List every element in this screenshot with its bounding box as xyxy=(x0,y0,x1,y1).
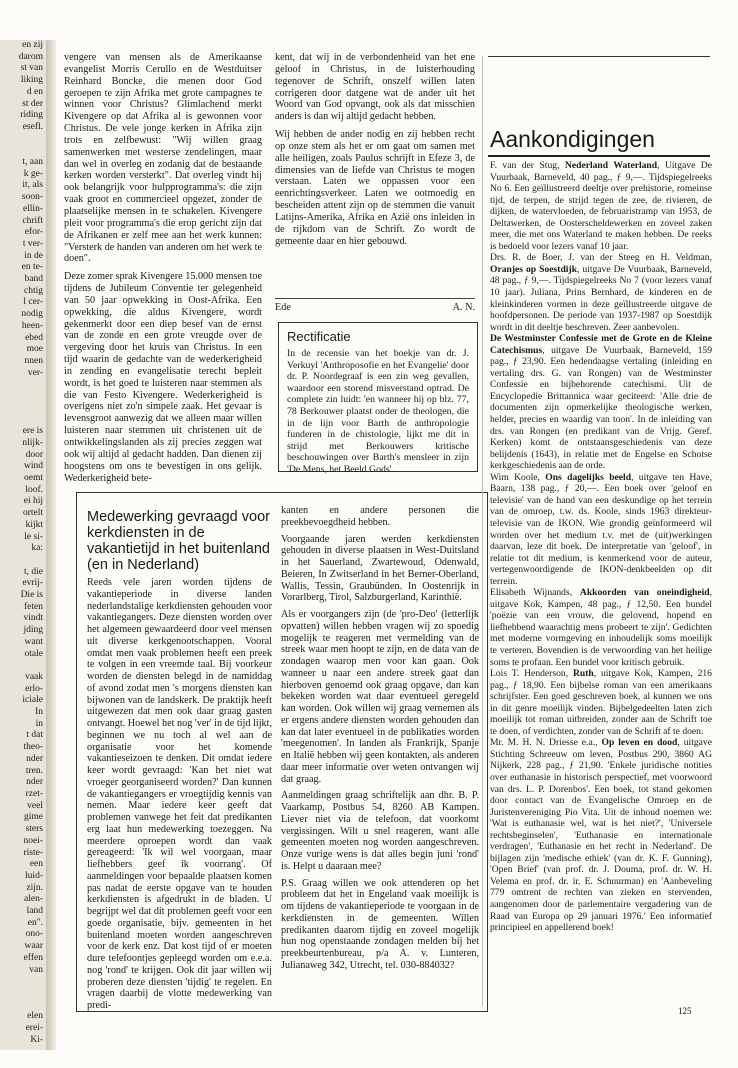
announcement-entry xyxy=(490,252,712,333)
previous-page-fragment: in de xyxy=(24,250,43,261)
page-number: 125 xyxy=(678,1006,692,1016)
previous-page-fragment xyxy=(0,145,46,157)
medewerking-title: Medewerking gevraagd voor kerkdiensten in de vakantietijd in het buitenland (en in Nederland) xyxy=(87,509,270,573)
announcement-entry xyxy=(490,737,712,933)
previous-page-fragment xyxy=(0,1000,46,1012)
previous-page-fragment: esefl. xyxy=(22,121,43,132)
previous-page-fragment: soon- xyxy=(21,192,43,203)
previous-page-fragment: liking xyxy=(20,75,43,86)
entry-title: Oranjes op Soestdijk xyxy=(490,263,577,275)
previous-page-fragment: nodig xyxy=(21,309,43,320)
previous-page-fragment: l cer- xyxy=(23,297,43,308)
entry-title: Op leven en dood xyxy=(601,737,678,749)
entry-author: Lois T. Henderson, xyxy=(490,668,573,680)
previous-page-fragment: otale xyxy=(24,648,43,659)
previous-page-fragment xyxy=(0,403,46,415)
previous-page-fragment: evrij- xyxy=(22,578,43,589)
book-gutter xyxy=(46,40,56,1050)
entry-author: Drs. R. de Boer, J. van der Steeg en H. Veldman, xyxy=(490,252,712,264)
previous-page-fragment: le si- xyxy=(24,531,43,542)
signature-place: Ede xyxy=(275,302,291,313)
previous-page-fragment: alen- xyxy=(24,894,43,905)
previous-page-fragment: elen xyxy=(27,1011,43,1022)
previous-page-fragment: chrift xyxy=(22,215,43,226)
previous-page-fragment: t, aan xyxy=(22,157,43,168)
previous-page-fragment: ortelt xyxy=(22,508,43,519)
previous-page-fragment xyxy=(0,988,46,1000)
previous-page-edge xyxy=(0,40,47,1050)
article-column-2 xyxy=(275,52,475,287)
previous-page-fragment: moe xyxy=(26,344,43,355)
previous-page-fragment: ere is xyxy=(22,426,43,437)
entry-author: Mr. M. H. N. Driesse e.a., xyxy=(490,737,602,749)
previous-page-fragment: want xyxy=(24,636,43,647)
entry-title: Ons dagelijks beeld xyxy=(545,471,632,483)
medewerking-box xyxy=(76,492,488,1012)
previous-page-fragment: noei- xyxy=(23,835,43,846)
title-rule xyxy=(488,155,710,157)
previous-page-fragment: ebed xyxy=(25,332,43,343)
previous-page-fragment: waar xyxy=(24,941,43,952)
aankondigingen-title: Aankondigingen xyxy=(490,126,655,152)
previous-page-fragment: van xyxy=(29,964,43,975)
previous-page-fragment: band xyxy=(24,274,43,285)
previous-page-fragment: sters xyxy=(25,824,43,835)
previous-page-fragment: luid- xyxy=(25,870,43,881)
previous-page-fragment: jding xyxy=(23,625,43,636)
previous-page-fragment: en". xyxy=(27,917,43,928)
medewerking-paragraph: Als er voorgangers zijn (de 'pro-Deo' (letterlijk opvatten) willen hebben vragen wij zo spoedig mogelijk te reageren met vermelding van de streek waar men hoopt te zijn, en de data van de zondagen waarop men voor kan gaan. Ook wanneer u naar een andere streek gaat dan hierboven genoemd ook graag opgave, dan kan bekeken worden wat daar eventueel geregeld kan worden. Ook willen wij graag vernemen als er ergens andere diensten worden gehouden dan kan dat later eventueel in de publikaties worden 'meegenomen'. In landen als Frankrijk, Spanje en Italië hebben wij geen kontakten, als anderen daar meer informatie over weten ontvangen wij dat graag. xyxy=(281,609,479,785)
announcement-entry xyxy=(490,587,712,668)
entry-title: Akkoorden van oneindigheid xyxy=(579,587,710,599)
previous-page-fragment xyxy=(0,379,46,391)
previous-page-fragment xyxy=(0,555,46,567)
aankondigingen-list xyxy=(490,160,712,1018)
medewerking-paragraph: P.S. Graag willen we ook attenderen op het probleem dat het in Engeland vaak moeilijk is om tijdens de vakantieperiode te voorgaan in de kerkdiensten in de gemeenten. Willen predikanten daarom tijdig en zoveel mogelijk hun nog openstaande zondagen melden bij het preekbeurtenbureau, p/a A. v. Lunteren, Julianaweg 342, Utrecht, tel. 030-884032? xyxy=(281,877,479,971)
previous-page-fragment xyxy=(0,134,46,146)
entry-text: , uitgave Kok, Kampen, 216 pag., ƒ 18,90. Een bijbelse roman van een amerikaans schrijfster. Een goed geschreven boek, al kunnen we ons in dit genre moeilijk vinden. Bijbelgedeelten laten zich moeilijk tot roman uitbreiden, zonder aan de Schrift toe te doen, of verdichten, zonder van de Schrift af te doen. xyxy=(490,668,712,737)
article-paragraph: Wij hebben de ander nodig en zij hebben recht op onze stem als het er om gaat om samen met alle heiligen, zoals Paulus schrijft in Efeze 3, de dimensies van de liefde van Christus te mogen verstaan. Laten we oppassen voor een eenrichtingsverkeer. Laten we ootmoedig en bescheiden attent zijn op de stemmen die vanuit Latijns-Amerika, Afrika en Azië ons inleiden in de rijkdom van de Schrift. Zo wordt de gemeente daar en hier gebouwd. xyxy=(275,129,475,247)
previous-page-fragment: kijkt xyxy=(25,519,43,530)
medewerking-text: Reeds vele jaren worden tijdens de vakantieperiode in diverse landen nederlandstalige kerkdiensten gehouden voor vakantiegangers. Deze diensten worden over het algemeen gewaardeerd door veel mensen uit diverse kerkgenootschappen. Vooral omdat men vaak problemen heeft een preek te volgen in een vreemde taal. Bij voorkeur worden de diensten belegd in de namiddag of avond zodat men 's morgens diensten kan bijwonen van de landskerk. De praktijk heeft uitgewezen dat men ook daar graag gasten ontvangt. Hoewel het nog 'ver' in de tijd lijkt, beginnen we nu toch al wel aan de organisatie voor het komende vakantieseizoen te denken. Dit omdat iedere keer wordt gevraagd: 'Kan het niet wat vroeger georganiseerd worden?' Dan kunnen de vakantiegangers er vroegtijdig kennis van nemen. Maar iedere keer geeft dat problemen vanwege het feit dat predikanten erg laat hun medewerking toezeggen. Na meerdere oproepen wordt dan vaak gereageerd: 'Ik wil wel voorgaan, maar liefhebbers geef ik voorrang'. Of aanmeldingen voor bepaalde plaatsen komen pas nadat de eerste opgave van te houden kerkdiensten is afgedrukt in de bladen. U begrijpt wel dat dit problemen geeft voor een goede organisatie, bijv. gemeenten in het buitenland moeten worden aangeschreven voor de kerk enz. Dat kost tijd of er moeten dure telefoontjes gepleegd worden om e.e.a. nog 'rond' te krijgen. Ook dit jaar willen wij proberen deze diensten 'tijdig' te regelen. En vragen daarbij de vlotte medewerking van predi- xyxy=(87,577,272,1011)
article-paragraph: Deze zomer sprak Kivengere 15.000 mensen toe tijdens de Jubileum Conventie ter gelegenheid van 50 jaar opwekking in Oost-Afrika. Een opwekking, die aldus Kivengere, wordt gekenmerkt door een diep besef van de ernst van de zonde en een grote vreugde over de vergeving door het kruis van Christus. In een tijd waarin de gedachte van de wederkerigheid in zending en evangelisatie terecht bepleit wordt, is het goed te luisteren naar stemmen als die van Festo Kivengere. Wederkerigheid is overigens niet zo'n simpele zaak. Het gevaar is levensgroot aanwezig dat we alleen maar willen luisteren naar stemmen uit christenen uit de ontwikkelingslanden als zij precies zeggen wat ook wij altijd al gedacht hadden. Dan dienen zij hoogstens om ons te bevestigen in ons gelijk. Wederkerigheid bete- xyxy=(64,271,262,484)
previous-page-fragment: oemt xyxy=(24,473,43,484)
previous-page-fragment: effen xyxy=(23,952,43,963)
announcement-entry xyxy=(490,160,712,252)
previous-page-fragment: en te- xyxy=(21,262,43,273)
previous-page-fragment: Die is xyxy=(20,590,43,601)
entry-author: F. van der Stug, xyxy=(490,160,565,171)
rectificatie-box xyxy=(278,322,478,475)
previous-page-fragment: loof. xyxy=(25,484,43,495)
entry-text: , uitgave Stichting Schreeuw om leven, Postbus 290, 3860 AG Nijkerk, 228 pag., ƒ 21,90. 'Enkele juridische notities over euthanasie in historisch perspectief, met voorwoord van drs. L. P. Dorenbos'. Een boek, tot stand gekomen door contact van de Evangelische Omroep en de Juristenvereniging Pio Vita. Uit de inhoud noemen we: 'Wat is euthanasie wel, wat is het niet?', 'Universele rechtsbeginselen', 'Euthanasie en internationale verdragen', 'Euthanasie en het recht in Nederland'. De bijlagen zijn 'medische ethiek' (van dr. K. F. Gunning), 'Open Brief' (van prof. dr. J. Douma, prof. dr. W. H. Velema en prof. dr. ir. E. Schuurman) en 'Aanbeveling 779 omtrent de rechten van zieken en stervenden, aangenomen door de parlementaire vergadering van de Raad van Europa op 29 januari 1976.' Een informatief principieel en appellerend boek! xyxy=(490,737,712,934)
previous-page-fragment: in xyxy=(35,718,43,729)
previous-page-fragment: feten xyxy=(24,601,43,612)
article-paragraph: vengere van mensen als de Amerikaanse evangelist Morris Cerullo en de Westduitser Reinhard Boncke, die menen door God geroepen te zijn Afrika met grote campagnes te winnen voor Christus? Glimlachend merkt Kivengere op dat Afrika al is gewonnen voor Christus. De vele jonge kerken in Afrika zijn trots en zelfbewust: "Wij willen graag samenwerken met westerse zendelingen, maar dan wel in overleg en zodanig dat de bestaande kerken worden versterkt". Dat overleg vindt hij ook belangrijk voor hulpprogramma's: die zijn vaak groot en commercieel opgezet, zonder de plaatselijke mensen in te schakelen. Kivengere pleit voor programma's die erop gericht zijn dat de Afrikanen er zelf mee aan het werk kunnen: "Versterk de handen van anderen om het werk te doen". xyxy=(64,52,262,265)
announcement-entry xyxy=(490,472,712,587)
previous-page-fragment: ono- xyxy=(25,929,43,940)
previous-page-fragment: door xyxy=(25,449,43,460)
entry-author: Elisabeth Wijnands, xyxy=(490,587,580,599)
entry-title: De Westminster Confessie met de Grote en de Kleine Catechismus xyxy=(490,333,712,356)
previous-page-fragment: t dat xyxy=(26,730,43,741)
previous-page-fragment: nnen xyxy=(24,355,43,366)
previous-page-fragment: it, als xyxy=(22,180,43,191)
previous-page-fragment: st der xyxy=(22,98,43,109)
entry-text: , uitgave Kok, Kampen, 48 pag., ƒ 12,50. Een bundel 'poëzie van een vrouw, die gelovend, hopend en liefhebbend waarachtig mens probeert te zijn'. Gedichten met moderne vormgeving en inhoudelijk soms moeilijk te verteren. Bovendien is de verwoording van het heilige soms te profaan. Een bundel voor kritisch gebruik. xyxy=(490,587,712,668)
previous-page-fragment: k ge- xyxy=(23,168,43,179)
previous-page-fragment: riding xyxy=(20,110,43,121)
previous-page-fragment: heen- xyxy=(21,320,43,331)
previous-page-fragment: erei- xyxy=(25,1023,43,1034)
previous-page-fragment: veel xyxy=(27,800,43,811)
medewerking-paragraph: Aanmeldingen graag schriftelijk aan dhr. B. P. Vaarkamp, Postbus 54, 8260 AB Kampen. Liever niet via de telefoon, dat voorkomt vergissingen. Wilt u snel reageren, want alle gemeenten moeten nog worden aangeschreven. Onze vurige wens is dat alles begin juni 'rond' is. Helpt u daaraan mee? xyxy=(281,790,479,872)
previous-page-fragment: efor- xyxy=(24,227,43,238)
previous-page-fragment xyxy=(0,415,46,427)
entry-text: , uitgave De Vuurbaak, Barneveld, 159 pag., ƒ 23,90. Een hedendaagse vertaling (inleiding en vertaling drs. G. van Rongen) van de Westminster Confessie en bijbehorende catechismi. Uit de Encyclopedie Brittannica waar geciteerd: 'Alle drie de documenten zijn opmerkelijke theologische werken, helder, precies en waardig van toon'. In de inleiding van drs. van Rongen (en predikant van de Vrijg. Geref. Kerken) komt de ontstaansgeschiedenis van deze belijdenis (1643), in relatie met de Engelse en Schotse kerkgeschiedenis aan de orde. xyxy=(490,344,712,472)
entry-text: , uitgave ten Have, Baarn, 138 pag., ƒ 20,—. Een boek over 'geloof en televisie' van de hand van een deskundige op het terrein van de omroep, t.w. ds. Koole, sinds 1963 direkteur-televisie van de IKON. Wie grondig geïnformeerd wil worden over het medium t.v. met de (uit)werkingen daarvan, leze dit boek. De interpretatie van 'geloof', in relatie tot dit medium, is kenmerkend voor de auteur, vertegenwoordigende de IKON-denkbeelden op dit terrein. xyxy=(490,471,712,587)
article-column-1 xyxy=(64,52,262,484)
previous-page-fragment: ellin- xyxy=(22,203,43,214)
previous-page-fragment: Ki- xyxy=(30,1034,43,1045)
previous-page-fragment: tren. xyxy=(25,765,43,776)
previous-page-fragment: nlijk- xyxy=(22,437,43,448)
previous-page-fragment: nder xyxy=(26,777,43,788)
top-rule xyxy=(488,56,710,57)
previous-page-fragment: ver- xyxy=(27,367,43,378)
announcement-entry xyxy=(490,333,712,472)
rectificatie-text: In de recensie van het boekje van dr. J. Verkuyl 'Anthroposofie en het Evangelie' door dr. P. Noordegraaf is een zin weg gevallen, waardoor een storend misverstand optrad. De complete zin luidt: 'en wanneer hij op blz. 77, 78 Berkouwer plaatst onder de theologen, die in de lijn voor Barth de anthropologie funderen in de chistologie, lijkt me dit in strijd met Berkouwers kritische beschouwingen over Barth's mensleer in zijn 'De Mens, het Beeld Gods'. xyxy=(287,348,469,475)
rectificatie-title: Rectificatie xyxy=(287,329,351,344)
medewerking-column-a xyxy=(87,509,272,1009)
previous-page-fragment: darom xyxy=(18,51,43,62)
previous-page-fragment: In xyxy=(35,707,43,718)
medewerking-paragraph: Voorgaande jaren werden kerkdiensten gehouden in diverse plaatsen in West-Duitsland in het Sauerland, Zwartewoud, Odenwald, Beieren, In Zwitserland in het Berner-Oberland, Wallis, Tessin, Graubünden. In Oostenrijk in Vorarlberg, Tirol, Salzburgerland, Karinthië. xyxy=(281,533,479,604)
previous-page-fragment: t ver- xyxy=(22,238,43,249)
previous-page-fragment: land xyxy=(26,906,43,917)
article-signature xyxy=(275,298,475,313)
column-divider xyxy=(482,56,483,1006)
previous-page-fragment: ei hij xyxy=(23,496,43,507)
article-paragraph: kent, dat wij in de verbondenheid van het ene geloof in Christus, in de luisterhouding tegenover de Schrift, onszelf willen laten corrigeren door datgene wat de ander uit het Woord van God opvangt, ook als dat misschien anders is dan wij altijd gedacht hebben. xyxy=(275,52,475,123)
signature-initials: A. N. xyxy=(452,302,475,313)
previous-page-fragment: st van xyxy=(20,63,43,74)
previous-page-fragment xyxy=(0,976,46,988)
previous-page-fragment: theo- xyxy=(23,742,43,753)
entry-author: Wim Koole, xyxy=(490,471,546,483)
previous-page-fragment: vaak xyxy=(25,671,43,682)
previous-page-fragment: een xyxy=(29,859,43,870)
entry-title: Ruth xyxy=(572,668,594,680)
entry-title: Nederland Waterland xyxy=(564,160,658,171)
previous-page-fragment: erlo- xyxy=(25,683,43,694)
previous-page-fragment xyxy=(0,391,46,403)
entry-text: , Uitgave De Vuurbaak, Barneveld, 40 pag., ƒ 9,—. Tijdspiegelreeks No 6. Een geïllustreerd deeltje over prehistorie, romeinse tijd, de terpen, de strijd tegen de zee, de rivieren, de dijken, de watervloeden, de februaristramp van 1953, de Deltawerken, de Oosterscheldewerken en zoveel zaken meer, die met ons Waterland te maken hebben. De reeks is bedoeld voor lezers vanaf 10 jaar. xyxy=(490,160,712,252)
previous-page-fragment: gime xyxy=(24,812,43,823)
previous-page-fragment: iciale xyxy=(22,695,43,706)
medewerking-paragraph: kanten en andere personen die preekbevoegdheid hebben. xyxy=(281,505,479,528)
previous-page-fragment xyxy=(0,660,46,672)
entry-text: , uitgave De Vuurbaak, Barneveld, 48 pag., ƒ 9,—. Tijdspiegelreeks No 7 (voor lezers vanaf 10 jaar). Juliana, Prins Bernhard, de kinderen en de kleinkinderen vormen in deze geïllustreerde uitgave de hoofdpersonen. De periode van 1937-1987 op Soestdijk wordt in dit deeltje beschreven. Zeer aanbevolen. xyxy=(490,263,713,333)
previous-page-fragment: t, die xyxy=(24,566,43,577)
announcement-entry xyxy=(490,668,712,737)
previous-page-fragment: riste- xyxy=(23,847,43,858)
previous-page-fragment: wind xyxy=(24,461,43,472)
previous-page-fragment: d en xyxy=(26,86,43,97)
previous-page-fragment: vindt xyxy=(23,613,43,624)
previous-page-fragment: rzet- xyxy=(25,789,43,799)
previous-page-fragment: en zij xyxy=(22,40,43,50)
medewerking-column-b xyxy=(281,505,479,1010)
previous-page-fragment: ka: xyxy=(31,543,43,554)
previous-page-fragment: chtig xyxy=(24,285,43,296)
previous-page-fragment: nder xyxy=(26,753,43,764)
previous-page-fragment: zijn. xyxy=(26,882,43,893)
